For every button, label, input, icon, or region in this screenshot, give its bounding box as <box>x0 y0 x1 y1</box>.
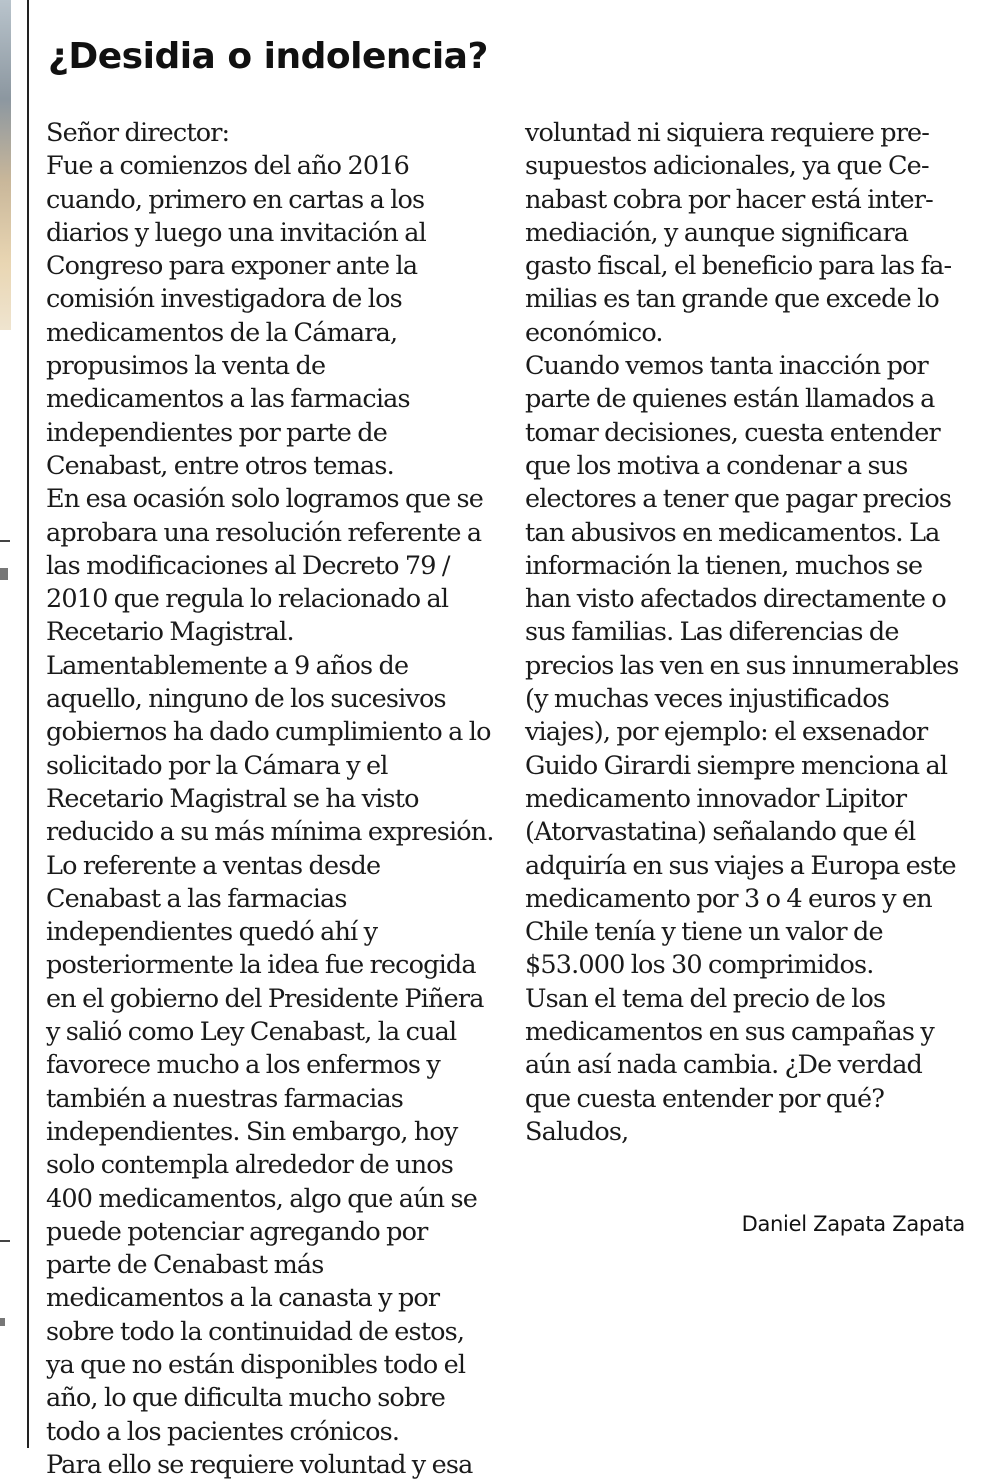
letter-title: ¿Desidia o indolencia? <box>48 36 488 77</box>
adjacent-rule-mark-2 <box>0 1240 10 1242</box>
adjacent-text-fragment <box>0 568 8 580</box>
adjacent-rule-mark <box>0 540 10 542</box>
adjacent-photo-fragment <box>0 0 11 330</box>
letter-signature: Daniel Zapata Zapata <box>741 1212 965 1236</box>
letter-paragraph-4-end: voluntad ni siquiera requiere presupuestos adicionales, ya que Cenabast cobra por hacer está intermediación, y aunque significara gasto fiscal, el beneficio para las familias es tan grande que excede lo económico. <box>525 118 953 348</box>
column-frame-line <box>27 0 29 1448</box>
letter-paragraph-4-start: Para ello se requiere voluntad y esa <box>46 1449 473 1480</box>
letter-greeting: Señor director: <box>46 118 230 148</box>
adjacent-text-fragment-2 <box>0 1318 5 1326</box>
letter-paragraph-1: Fue a comienzos del año 2016 cuando, primero en cartas a los diarios y luego una invitación al Congreso para exponer ante la comisión investigadora de los medicamentos de la Cámara, propusimos la venta de medicamentos a las farmacias independientes por parte de Cenabast, entre otros temas. <box>46 151 426 481</box>
letter-column-left <box>46 117 498 1482</box>
letter-closing: Saludos, <box>525 1116 629 1147</box>
letter-paragraph-5: Cuando vemos tanta inacción por parte de quienes están llamados a tomar decisiones, cuesta entender que los motiva a condenar a sus electores a tener que pagar precios tan abusivos en medicamentos. La información la tienen, muchos se han visto afectados directamente o sus familias. Las diferencias de precios las ven en sus innumerables (y muchas veces injustificados viajes), por ejemplo: el exsenador Guido Girardi siempre menciona al medicamento innovador Lipitor (Atorvastatina) señalando que él adquiría en sus viajes a Europa este medicamento por 3 o 4 euros y en Chile tenía y tiene un valor de $53.000 los 30 comprimidos. <box>525 351 959 981</box>
adjacent-column-edge <box>0 0 12 1448</box>
letter-column-right <box>525 117 969 1149</box>
letter-paragraph-3: Lo referente a ventas desde Cenabast a las farmacias independientes quedó ahí y posteriormente la idea fue recogida en el gobierno del Presidente Piñera y salió como Ley Cenabast, la cual favorece mucho a los enfermos y también a nuestras farmacias independientes. Sin embargo, hoy solo contempla alrededor de unos 400 medicamentos, algo que aún se puede potenciar agregando por parte de Cenabast más medicamentos a la canasta y por sobre todo la continuidad de estos, ya que no están disponibles todo el año, lo que dificulta mucho sobre todo a los pacientes crónicos. <box>46 850 484 1447</box>
letter-paragraph-6: Usan el tema del precio de los medicamentos en sus campañas y aún así nada cambia. ¿De verdad que cuesta entender por qué? <box>525 983 934 1114</box>
letter-paragraph-2: En esa ocasión solo logramos que se aprobara una resolución referente a las modificaciones al Decreto 79 / 2010 que regula lo relacionado al Recetario Magistral. Lamentablemente a 9 años de aquello, ninguno de los sucesivos gobiernos ha dado cumplimiento a lo solicitado por la Cámara y el Recetario Magistral se ha visto reducido a su más mínima expresión. <box>46 484 494 848</box>
